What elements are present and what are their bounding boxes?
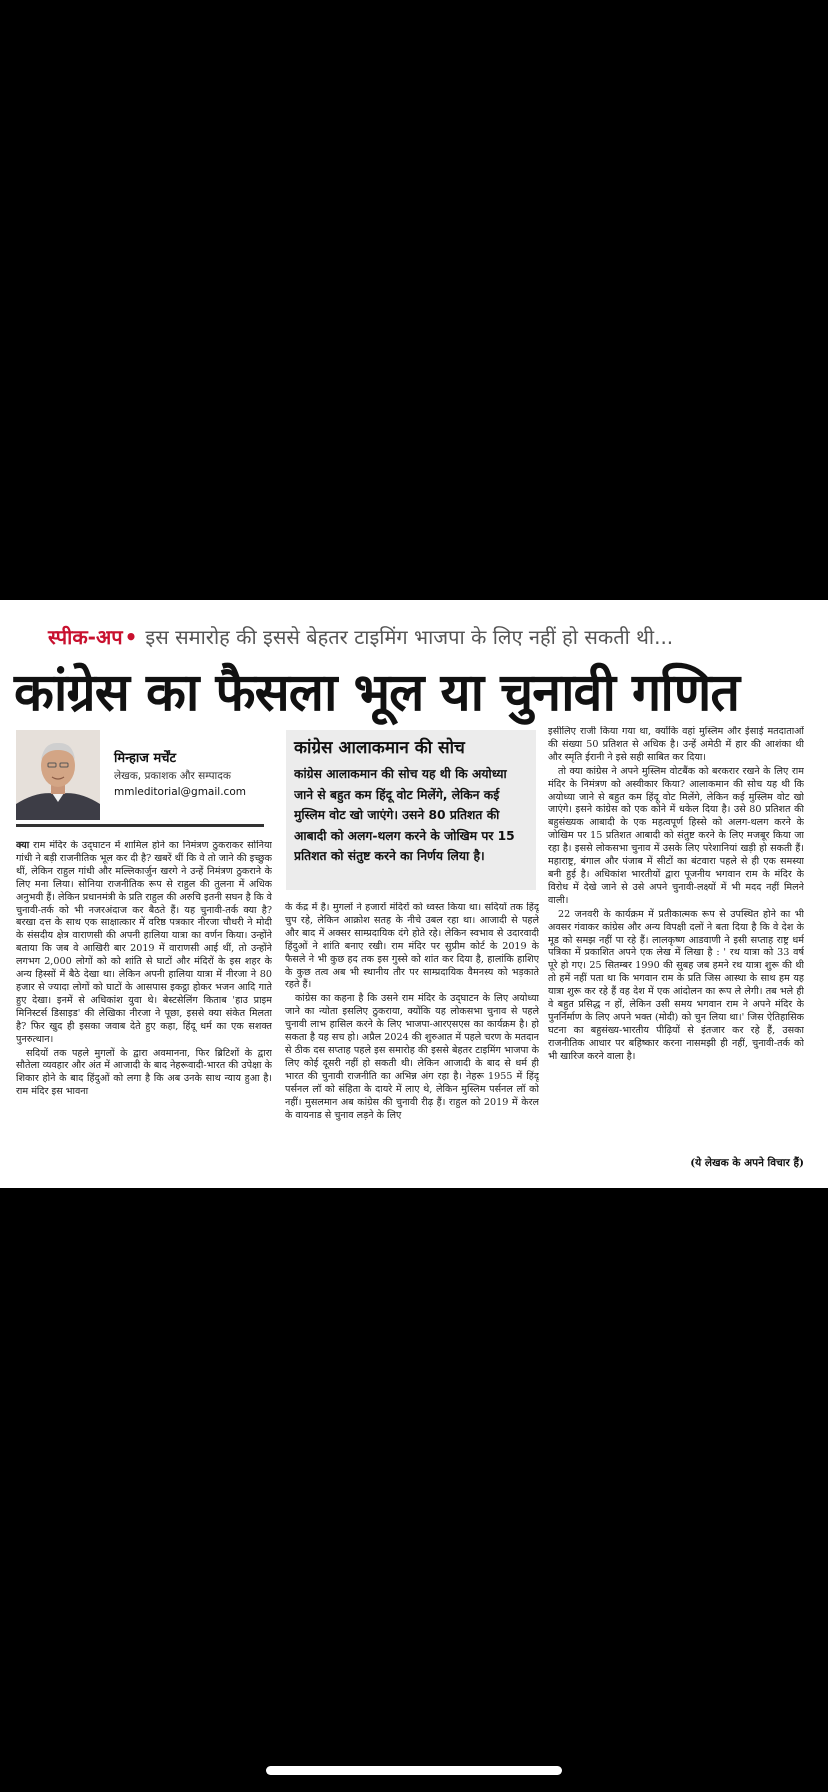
- kicker-bullet: •: [124, 625, 138, 649]
- kicker-tag: स्पीक-अप: [48, 625, 123, 649]
- author-photo: [16, 730, 100, 820]
- pullquote-box: [286, 730, 536, 890]
- article-column-2: [285, 902, 539, 1164]
- paragraph: तो क्या कांग्रेस ने अपने मुस्लिम वोटबैंक को बरकरार रखने के लिए राम मंदिर के निमंत्रण को अस्वीकार किया? आलाकमान की सोच यह थी कि अयोध्या जाने से बहुत कम हिंदू वोट मिलेंगे, लेकिन कई मुस्लिम वोट खो जाएंगे। इसने कांग्रेस को एक कोने में धकेल दिया है। उसे 80 प्रतिशत की बहुसंख्यक आबादी के एक महत्वपूर्ण हिस्से को अलग-थलग करने के जोखिम पर 15 प्रतिशत आबादी को संतुष्ट करने के लिए मजबूर किया जा रहा है। इससे लोकसभा चुनाव में उसके लिए परेशानियां खड़ी हो सकती हैं। महाराष्ट्र, बंगाल और पंजाब में सीटों का बंटवारा पहले से ही एक समस्या बनी हुई है। अधिकांश भारतीयों द्वारा पूजनीय भगवान राम के मंदिर के विरोध में देखे जाने से उसे अपने चुनावी-लक्ष्यों में भी मदद नहीं मिलने वाली।: [548, 765, 804, 906]
- author-email: mmleditorial@gmail.com: [114, 786, 246, 798]
- newspaper-clipping: [0, 600, 828, 1188]
- author-portrait-icon: [16, 730, 100, 820]
- headline: कांग्रेस का फैसला भूल या चुनावी गणित: [14, 663, 740, 723]
- author-role: लेखक, प्रकाशक और सम्पादक: [114, 770, 231, 782]
- article-column-1: [16, 840, 272, 1158]
- author-name: मिन्हाज मर्चेंट: [114, 751, 177, 766]
- paragraph-text: राम मंदिर के उद्‌घाटन में शामिल होने का निमंत्रण ठुकराकर सोनिया गांधी ने बड़ी राजनीतिक भूल कर दी है? खबरें थीं कि वे तो जाने की इच्छुक थीं, लेकिन राहुल गांधी और मल्लिकार्जुन खरगे ने उन्हें निमंत्रण ठुकराने के लिए मना लिया। सोनिया राजनीतिक रूप से राहुल की तुलना में अधिक अनुभवी हैं। लेकिन प्रधानमंत्री के प्रति राहुल की अरुचि इतनी सघन है कि वे चुनावी-तर्क को भी नजरअंदाज कर बैठते हैं। यह चुनावी-तर्क क्या है? बरखा दत्त के साथ एक साक्षात्कार में वरिष्ठ पत्रकार नीरजा चौधरी ने मोदी के संसदीय क्षेत्र वाराणसी की अपनी हालिया यात्रा का वर्णन किया। उन्होंने बताया कि जब वे आखिरी बार 2019 में वाराणसी आई थीं, तो उन्होंने लगभग 2,000 लोगों को को शांति से घाटों और मंदिरों के इस शहर के अन्य हिस्सों में बैठे देखा था। लेकिन अपनी हालिया यात्रा में नीरजा ने 80 हजार से ज्यादा लोगों को घाटों के आसपास इकट्ठा होकर भजन आदि गाते हुए देखा। इनमें से अधिकांश युवा थे। बेस्टसेलिंग किताब 'हाउ प्राइम मिनिस्टर्स डिसाइड' की लेखिका नीरजा ने पूछा, इससे क्या संकेत मिलता है? फिर खुद ही इसका जवाब देते हुए कहा, हिंदू धर्म का एक सशक्त पुनरुत्थान।: [16, 840, 272, 1045]
- author-info: [114, 750, 266, 800]
- author-byline: [16, 728, 266, 824]
- kicker-subhead: इस समारोह की इससे बेहतर टाइमिंग भाजपा के लिए नहीं हो सकती थी...: [145, 625, 674, 649]
- author-disclaimer: (ये लेखक के अपने विचार हैं): [690, 1157, 804, 1169]
- paragraph: कांग्रेस का कहना है कि उसने राम मंदिर के उद्‌घाटन के लिए अयोध्या जाने का न्योता इसलिए ठुकराया, क्योंकि यह लोकसभा चुनाव से पहले चुनावी लाभ हासिल करने के लिए भाजपा-आरएसएस का कार्यक्रम है। हो सकता है यह सच हो। अप्रैल 2024 की शुरुआत में पहले चरण के मतदान से ठीक दस सप्ताह पहले इस समारोह की इससे बेहतर टाइमिंग भाजपा के लिए कोई दूसरी नहीं हो सकती थी। लेकिन आजादी के बाद से धर्म ही भारत की चुनावी राजनीति का अभिन्न अंग रहा है। नेहरू 1955 में हिंदू पर्सनल लॉ को संहिता के दायरे में लाए थे, लेकिन मुस्लिम पर्सनल लॉ को नहीं। मुसलमान अब कांग्रेस की चुनावी रीढ़ हैं। राहुल को 2019 में केरल के वायनाड से चुनाव लड़ने के लिए: [285, 993, 539, 1121]
- byline-divider: [16, 824, 264, 827]
- paragraph: [16, 840, 272, 1047]
- drop-word: क्या: [16, 840, 30, 851]
- pullquote-text: कांग्रेस आलाकमान की सोच यह थी कि अयोध्या जाने से बहुत कम हिंदू वोट मिलेंगे, लेकिन कई मुस्लिम वोट खो जाएंगे। उसने 80 प्रतिशत की आबादी को अलग-थलग करने के जोखिम पर 15 प्रतिशत को संतुष्ट करने का निर्णय लिया है।: [294, 767, 515, 863]
- paragraph: के केंद्र में है। मुगलों ने हजारों मंदिरों को ध्वस्त किया था। सदियों तक हिंदू चुप रहे, लेकिन आक्रोश सतह के नीचे उबल रहा था। आजादी से पहले और बाद में अक्सर साम्प्रदायिक दंगे होते रहे। लेकिन स्वभाव से उदारवादी हिंदुओं ने शांति बनाए रखी। राम मंदिर पर सुप्रीम कोर्ट के 2019 के फैसले ने भी कुछ हद तक इस गुस्से को शांत कर दिया है, हालांकि हाशिए के कुछ तत्व अब भी स्थानीय तौर पर साम्प्रदायिक वैमनस्य को भड़काते रहते हैं।: [285, 902, 539, 991]
- kicker-line: [48, 620, 818, 654]
- paragraph: इसीलिए राजी किया गया था, क्योंकि वहां मुस्लिम और ईसाई मतदाताओं की संख्या 50 प्रतिशत से अधिक है। उन्हें अमेठी में हार की आशंका थी और स्मृति ईरानी ने इसे सही साबित कर दिया।: [548, 726, 804, 763]
- home-indicator[interactable]: [266, 1766, 562, 1775]
- pullquote-title: कांग्रेस आलाकमान की सोच: [294, 738, 465, 758]
- paragraph: 22 जनवरी के कार्यक्रम में प्रतीकात्मक रूप से उपस्थित होने का भी अवसर गंवाकर कांग्रेस और अन्य विपक्षी दलों ने बता दिया है कि वे देश के मूड को समझ नहीं पा रहे हैं। लालकृष्ण आडवाणी ने इसी सप्ताह राष्ट्र धर्म पत्रिका में प्रकाशित अपने एक लेख में लिखा है : ' रथ यात्रा को 33 वर्ष पूरे हो गए। 25 सितम्बर 1990 की सुबह जब हमने रथ यात्रा शुरू की थी तो हमें नहीं पता था कि भगवान राम के प्रति जिस आस्था के साथ हम यह यात्रा शुरू कर रहे हैं वह देश में एक आंदोलन का रूप ले लेगी। तब भले ही वे बहुत प्रसिद्ध न हों, लेकिन उसी समय भगवान राम ने अपने मंदिर के पुनर्निर्माण के लिए अपने भक्त (मोदी) को चुन लिया था।' जिस ऐतिहासिक घटना का बहुसंख्य-भारतीय पीढ़ियों से इंतजार कर रहे हैं, उसका राजनीतिक आधार पर बहिष्कार करना नासमझी ही नहीं, चुनावी-तर्क को भी खारिज करने वाला है।: [548, 908, 804, 1062]
- paragraph: सदियों तक पहले मुगलों के द्वारा अवमानना, फिर ब्रिटिशों के द्वारा सौतेला व्यवहार और अंत में आजादी के बाद नेहरूवादी-भारत की उपेक्षा के शिकार होने के बाद हिंदुओं को लगा है कि अब उनके साथ न्याय हुआ है। राम मंदिर इस भावना: [16, 1047, 272, 1098]
- article-column-3: [548, 726, 804, 1156]
